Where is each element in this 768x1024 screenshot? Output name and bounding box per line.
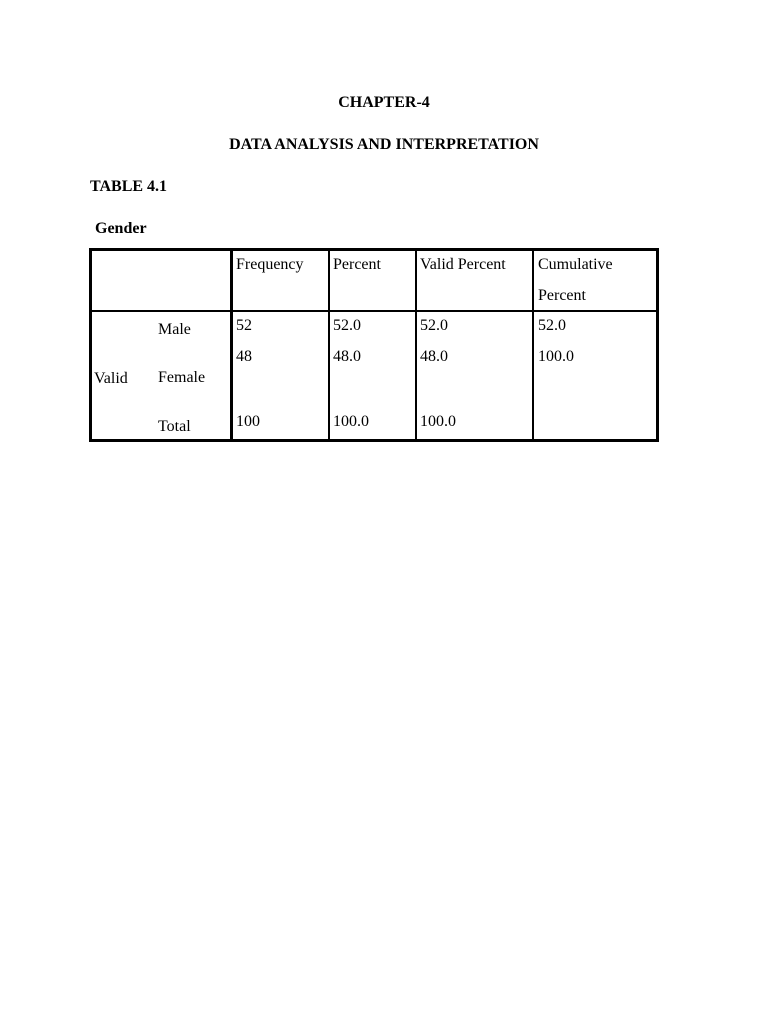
- cell-female-valid-percent: 48.0: [420, 348, 448, 365]
- cell-total-frequency: 100: [236, 413, 260, 430]
- cell-female-percent: 48.0: [333, 348, 361, 365]
- column-divider-line: [415, 251, 417, 439]
- table-caption: Gender: [95, 220, 147, 237]
- gender-frequency-table: [89, 248, 659, 442]
- section-title: DATA ANALYSIS AND INTERPRETATION: [229, 136, 539, 153]
- row-label-male: Male: [158, 321, 191, 338]
- column-divider-line: [532, 251, 534, 439]
- row-label-total: Total: [158, 418, 191, 435]
- cell-male-valid-percent: 52.0: [420, 317, 448, 334]
- cell-male-frequency: 52: [236, 317, 252, 334]
- header-cumulative-percent-line1: Cumulative: [538, 256, 613, 273]
- header-divider-line: [92, 310, 656, 312]
- header-percent: Percent: [333, 256, 381, 273]
- header-cumulative-percent-line2: Percent: [538, 287, 586, 304]
- cell-total-valid-percent: 100.0: [420, 413, 456, 430]
- cell-male-percent: 52.0: [333, 317, 361, 334]
- group-label-valid: Valid: [94, 370, 128, 387]
- column-divider-line: [230, 251, 233, 439]
- header-valid-percent: Valid Percent: [420, 256, 506, 273]
- cell-male-cumulative-percent: 52.0: [538, 317, 566, 334]
- chapter-title: CHAPTER-4: [338, 94, 430, 111]
- cell-female-frequency: 48: [236, 348, 252, 365]
- header-frequency: Frequency: [236, 256, 304, 273]
- table-number-label: TABLE 4.1: [90, 178, 168, 195]
- column-divider-line: [328, 251, 330, 439]
- row-label-female: Female: [158, 369, 206, 386]
- cell-female-cumulative-percent: 100.0: [538, 348, 574, 365]
- cell-total-percent: 100.0: [333, 413, 369, 430]
